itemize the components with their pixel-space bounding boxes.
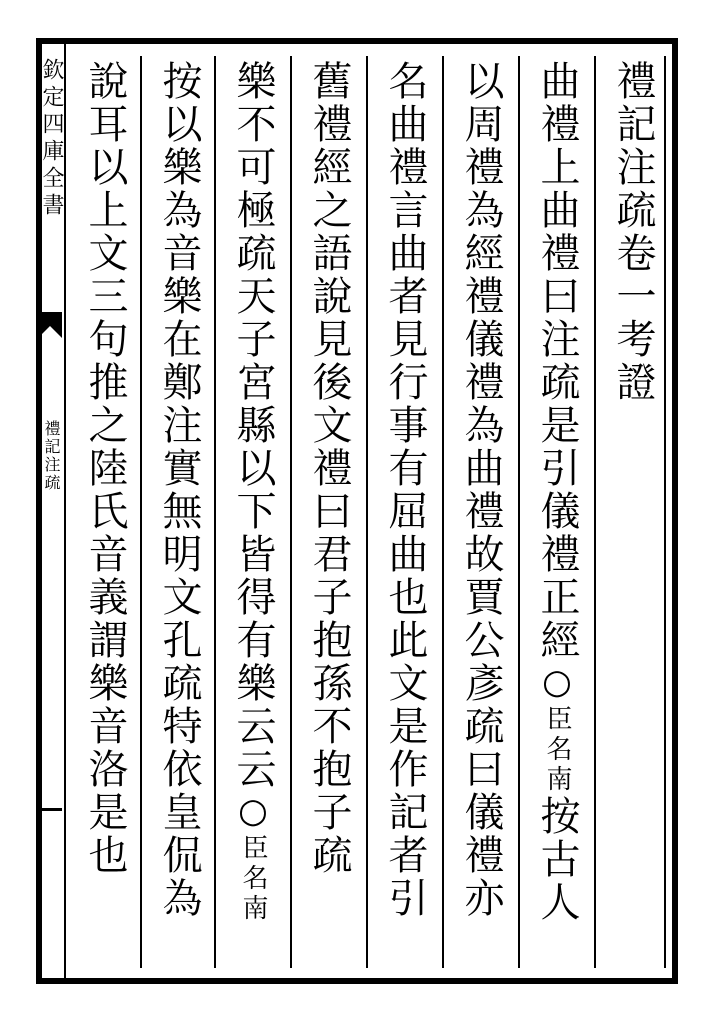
circle-mark: ○ (537, 662, 577, 705)
text-column-8 (68, 60, 142, 960)
column-text: 名曲禮言曲者見行事有屈曲也此文是作記者引 (382, 60, 428, 920)
annotation-note: 臣名南 (542, 705, 572, 795)
circle-mark: ○ (233, 791, 273, 834)
text-column-5 (292, 60, 366, 960)
text-column-2 (520, 60, 594, 960)
column-text: 以周禮為經禮儀禮為曲禮故賈公彥疏曰儀禮亦 (458, 60, 504, 920)
annotation-note: 臣名南 (238, 834, 268, 924)
text-column-1 (596, 60, 670, 960)
text-column-6 (216, 60, 290, 960)
column-text: 舊禮經之語說見後文禮曰君子抱孫不抱子疏 (306, 60, 352, 877)
text-column-3 (444, 60, 518, 960)
column-text: 按以樂為音樂在鄭注實無明文孔疏特依皇侃為 (156, 60, 202, 920)
column-text: 說耳以上文三句推之陸氏音義謂樂音洛是也 (82, 60, 128, 877)
column-text: 樂不可極疏天子宮縣以下皆得有樂云云 (230, 60, 276, 791)
text-column-4 (368, 60, 442, 960)
column-text-tail: 按古人 (534, 795, 580, 924)
fishtail-mark (36, 310, 64, 340)
text-column-7 (142, 60, 216, 960)
margin-chapter-title: 禮記注疏 (42, 420, 61, 492)
column-text: 曲禮上曲禮曰注疏是引儀禮正經 (534, 60, 580, 662)
margin-page-number (40, 808, 62, 811)
heading-text: 禮記注疏卷一考證 (610, 60, 656, 404)
margin-book-title: 欽定四庫全書 (39, 58, 64, 220)
